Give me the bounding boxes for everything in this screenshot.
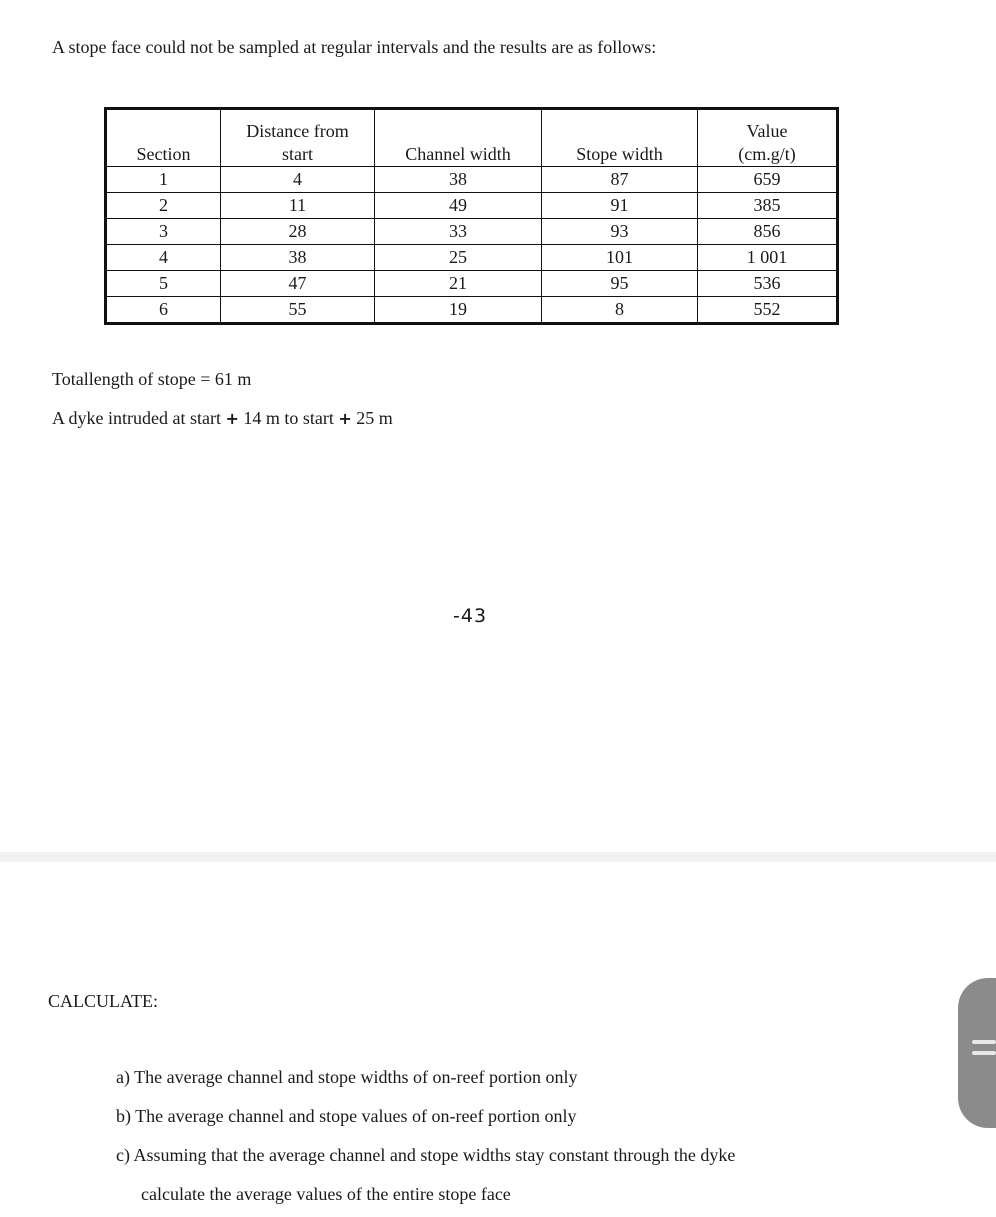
cell-section: 5 <box>106 271 221 297</box>
cell-value: 659 <box>698 167 838 193</box>
cell-channel-width: 21 <box>375 271 542 297</box>
cell-stope-width: 87 <box>542 167 698 193</box>
table-row <box>106 193 838 219</box>
plus-sign: + <box>225 409 239 428</box>
total-length-value: 61 m <box>214 369 252 389</box>
header-value: Value (cm.g/t) <box>698 109 838 167</box>
calculate-item-c: c) Assuming that the average channel and stope widths stay constant through the dyke <box>116 1145 736 1165</box>
cell-distance: 11 <box>221 193 375 219</box>
header-distance: Distance from start <box>221 109 375 167</box>
cell-channel-width: 38 <box>375 167 542 193</box>
calculate-item-c-continued: calculate the average values of the entire stope face <box>141 1184 511 1204</box>
table-row <box>106 297 838 324</box>
cell-distance: 28 <box>221 219 375 245</box>
table-row <box>106 167 838 193</box>
cell-section: 6 <box>106 297 221 324</box>
calculate-item-b: b) The average channel and stope values of on-reef portion only <box>116 1106 577 1126</box>
handle-bars <box>972 1040 996 1062</box>
total-length-note <box>52 369 251 390</box>
calculate-item-a: a) The average channel and stope widths of on-reef portion only <box>116 1067 578 1087</box>
cell-stope-width: 91 <box>542 193 698 219</box>
cell-stope-width: 8 <box>542 297 698 324</box>
menu-handle-icon[interactable] <box>958 978 996 1128</box>
cell-distance: 55 <box>221 297 375 324</box>
cell-value: 536 <box>698 271 838 297</box>
sample-table <box>104 107 839 325</box>
table-row <box>106 245 838 271</box>
cell-section: 3 <box>106 219 221 245</box>
dyke-mid: 14 m to start <box>243 408 334 428</box>
page-separator <box>0 852 996 862</box>
table-row <box>106 271 838 297</box>
cell-section: 2 <box>106 193 221 219</box>
cell-channel-width: 25 <box>375 245 542 271</box>
total-length-label: Totallength of stope <box>52 369 196 389</box>
dyke-prefix: A dyke intruded at start <box>52 408 221 428</box>
header-section: Section <box>106 109 221 167</box>
cell-channel-width: 19 <box>375 297 542 324</box>
plus-sign: + <box>338 409 352 428</box>
dyke-note <box>52 408 393 429</box>
header-channel-width: Channel width <box>375 109 542 167</box>
cell-section: 1 <box>106 167 221 193</box>
cell-value: 552 <box>698 297 838 324</box>
cell-value: 856 <box>698 219 838 245</box>
table-row <box>106 219 838 245</box>
dyke-end: 25 m <box>356 408 393 428</box>
cell-channel-width: 33 <box>375 219 542 245</box>
cell-value: 1 001 <box>698 245 838 271</box>
cell-value: 385 <box>698 193 838 219</box>
cell-stope-width: 95 <box>542 271 698 297</box>
cell-stope-width: 101 <box>542 245 698 271</box>
header-stope-width: Stope width <box>542 109 698 167</box>
calculate-heading: CALCULATE: <box>48 991 158 1011</box>
page-number: -43 <box>453 605 488 627</box>
cell-stope-width: 93 <box>542 219 698 245</box>
cell-channel-width: 49 <box>375 193 542 219</box>
cell-distance: 38 <box>221 245 375 271</box>
cell-section: 4 <box>106 245 221 271</box>
intro-text: A stope face could not be sampled at regular intervals and the results are as follows: <box>52 37 657 57</box>
table-header-row <box>106 109 838 167</box>
cell-distance: 47 <box>221 271 375 297</box>
cell-distance: 4 <box>221 167 375 193</box>
equals-sign: = <box>200 369 211 389</box>
